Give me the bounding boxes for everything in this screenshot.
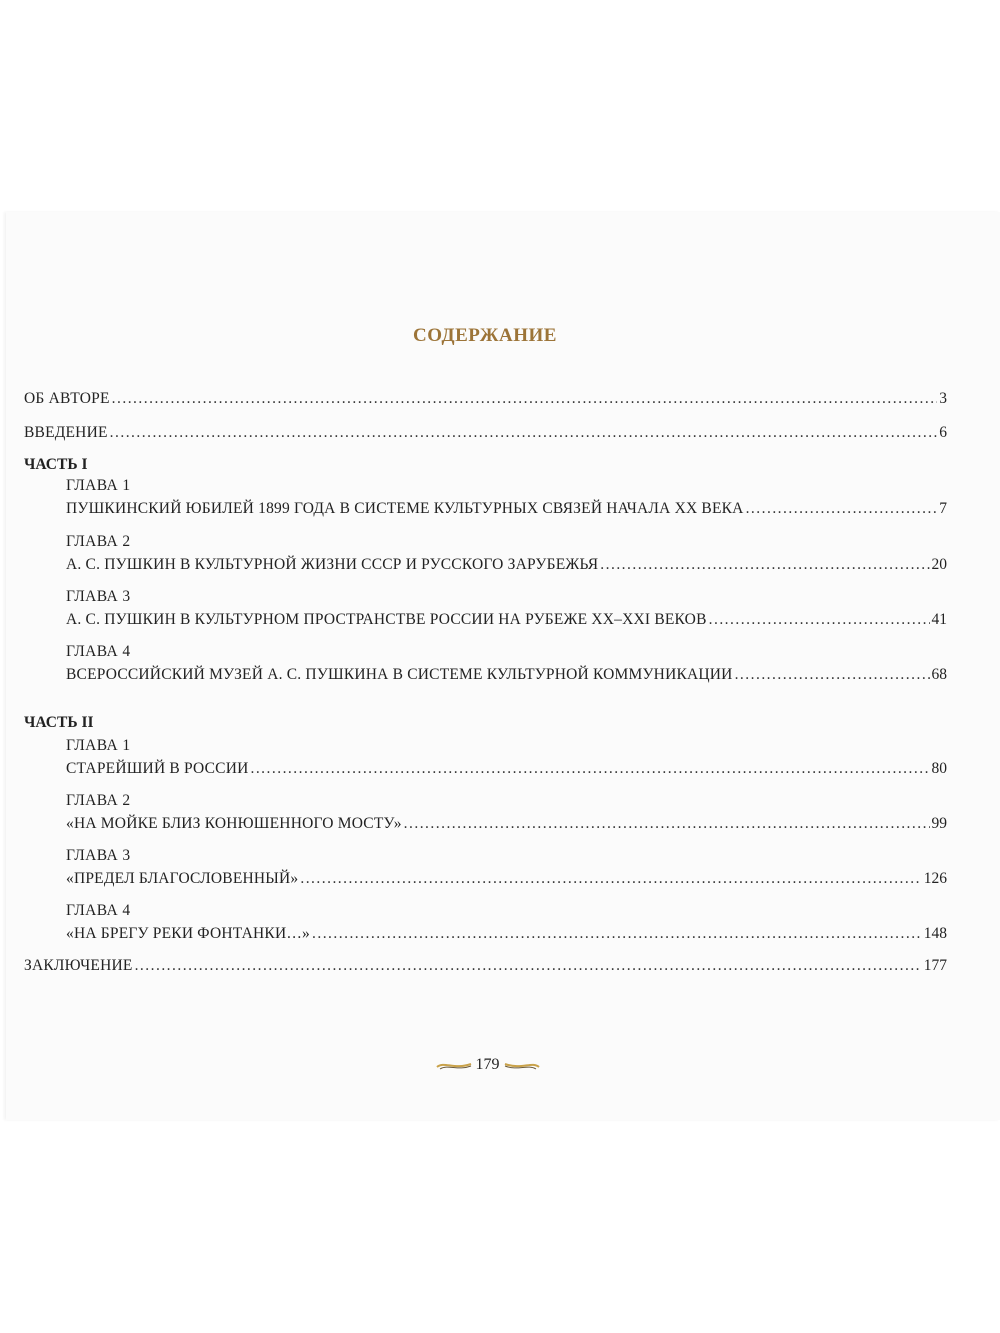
toc-entry-part2-chapter1[interactable] [66,759,947,779]
toc-entry-part1-chapter1[interactable] [66,499,947,519]
leader-dots [110,423,938,443]
toc-entry-text: «НА МОЙКЕ БЛИЗ КОНЮШЕННОГО МОСТУ» [66,815,402,832]
toc-page-number: 80 [931,760,947,777]
part-heading-2: ЧАСТЬ II [24,714,94,731]
leader-dots [312,924,922,944]
toc-entry-part1-chapter4[interactable] [66,665,947,685]
chapter-label: ГЛАВА 1 [66,737,131,754]
toc-entry-conclusion[interactable] [24,956,947,976]
toc-page-number: 6 [939,424,947,441]
toc-page-number: 148 [923,925,947,942]
ornament-right-icon [504,1059,540,1071]
chapter-label: ГЛАВА 4 [66,902,131,919]
toc-entry-text: ПУШКИНСКИЙ ЮБИЛЕЙ 1899 ГОДА В СИСТЕМЕ КУЛЬТУРНЫХ СВЯЗЕЙ НАЧАЛА XX ВЕКА [66,500,744,517]
chapter-label: ГЛАВА 1 [66,477,131,494]
leader-dots [135,956,922,976]
chapter-label: ГЛАВА 2 [66,533,131,550]
leader-dots [600,555,929,575]
toc-page-number: 41 [931,611,947,628]
leader-dots [746,499,938,519]
chapter-label: ГЛАВА 3 [66,588,131,605]
chapter-label: ГЛАВА 2 [66,792,131,809]
leader-dots [112,389,938,409]
toc-entry-text: «НА БРЕГУ РЕКИ ФОНТАНКИ…» [66,925,310,942]
toc-entry-text: СТАРЕЙШИЙ В РОССИИ [66,760,249,777]
part-heading-1: ЧАСТЬ I [24,456,88,473]
toc-page-number: 99 [931,815,947,832]
leader-dots [300,869,921,889]
toc-entry-part2-chapter3[interactable] [66,869,947,889]
toc-entry-introduction[interactable] [24,423,947,443]
ornament-left-icon [436,1059,472,1071]
toc-entry-text: ВСЕРОССИЙСКИЙ МУЗЕЙ А. С. ПУШКИНА В СИСТЕМЕ КУЛЬТУРНОЙ КОММУНИКАЦИИ [66,666,733,683]
chapter-label: ГЛАВА 4 [66,643,131,660]
toc-entry-text: «ПРЕДЕЛ БЛАГОСЛОВЕННЫЙ» [66,870,299,887]
page-folio [0,1056,975,1074]
toc-entry-part2-chapter2[interactable] [66,814,947,834]
leader-dots [735,665,930,685]
page-number: 179 [475,1056,500,1073]
toc-entry-text: А. С. ПУШКИН В КУЛЬТУРНОМ ПРОСТРАНСТВЕ РОССИИ НА РУБЕЖЕ XX–XXI ВЕКОВ [66,611,707,628]
toc-page-number: 20 [931,556,947,573]
toc-entry-part1-chapter3[interactable] [66,610,947,630]
chapter-label: ГЛАВА 3 [66,847,131,864]
leader-dots [404,814,930,834]
toc-page-number: 126 [923,870,947,887]
toc-page-number: 177 [923,957,947,974]
toc-page-number: 68 [931,666,947,683]
toc-entry-text: ЗАКЛЮЧЕНИЕ [24,957,133,974]
page-title: СОДЕРЖАНИЕ [413,324,557,346]
toc-entry-text: ОБ АВТОРЕ [24,390,110,407]
toc-entry-about-author[interactable] [24,389,947,409]
leader-dots [250,759,929,779]
toc-page-number: 7 [939,500,947,517]
toc-entry-text: А. С. ПУШКИН В КУЛЬТУРНОЙ ЖИЗНИ СССР И РУССКОГО ЗАРУБЕЖЬЯ [66,556,599,573]
leader-dots [709,610,930,630]
toc-entry-part1-chapter2[interactable] [66,555,947,575]
toc-entry-part2-chapter4[interactable] [66,924,947,944]
toc-entry-text: ВВЕДЕНИЕ [24,424,108,441]
toc-page-number: 3 [939,390,947,407]
